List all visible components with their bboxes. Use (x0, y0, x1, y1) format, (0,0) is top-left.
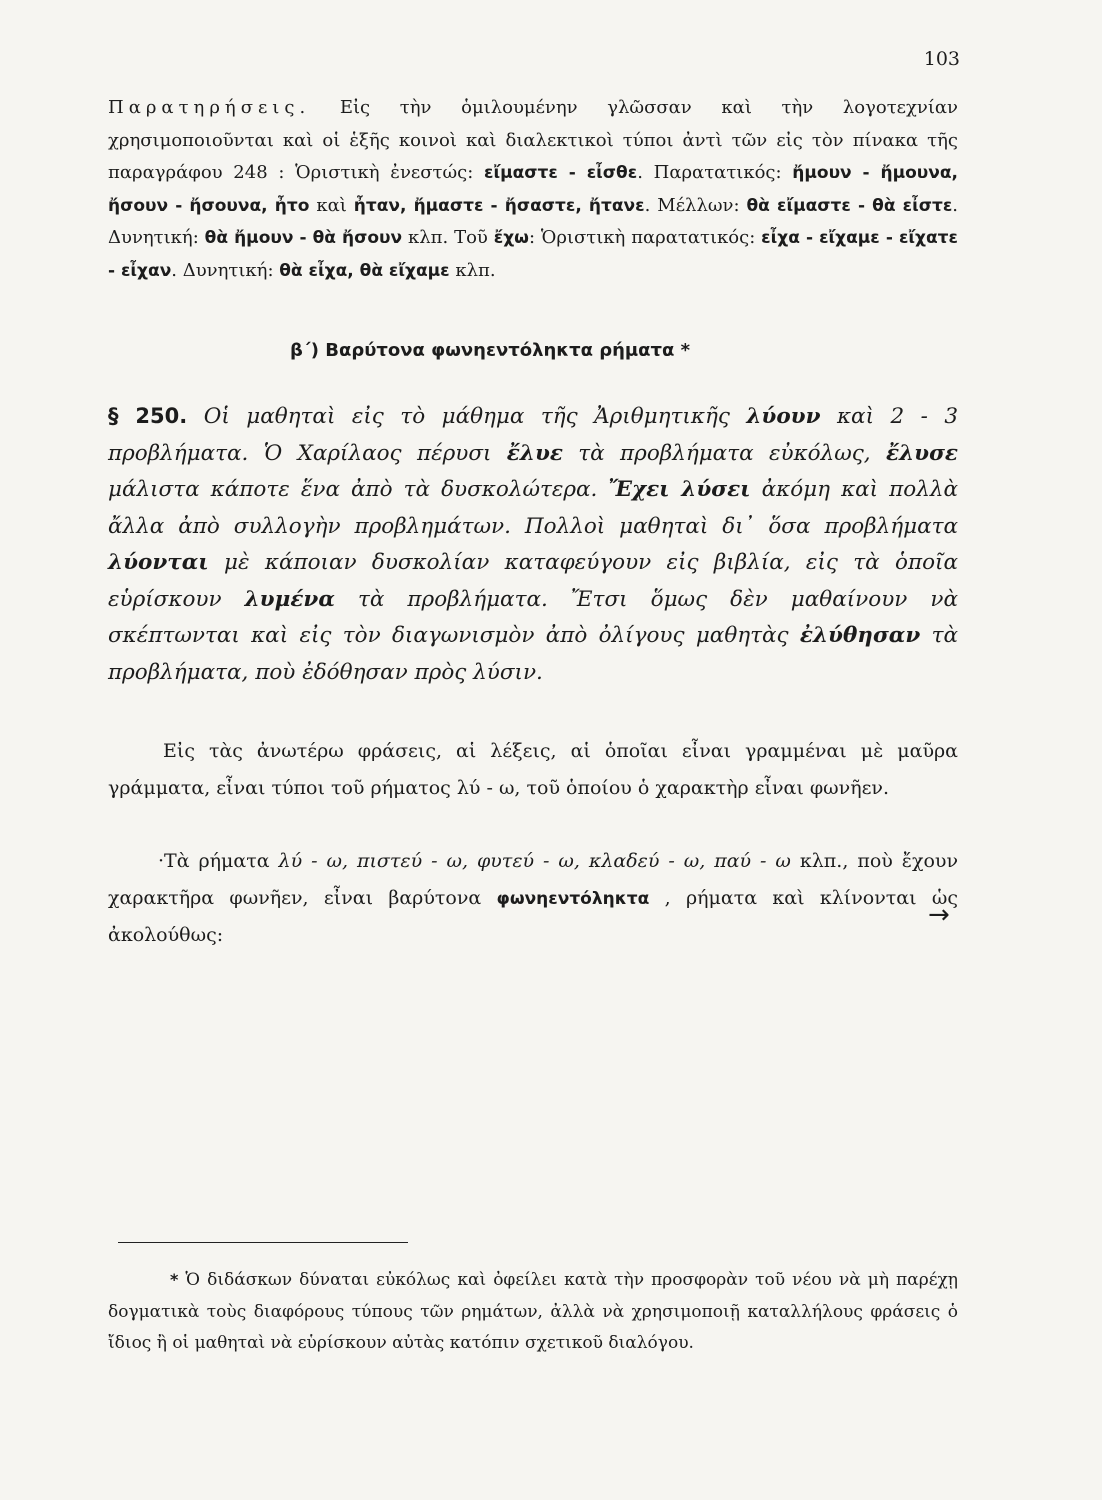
footnote-marker: * (170, 1270, 179, 1289)
continuation-arrow-icon: → (928, 900, 950, 930)
paragraph-250: § 250. Οἱ μαθηταὶ εἰς τὸ μάθημα τῆς Ἀριθμητικῆς λύουν καὶ 2 - 3 προβλήματα. Ὁ Χαρίλαος πέρυσι ἔλυε τὰ προβλήματα εὐκόλως, ἔλυσε μάλιστα κάποτε ἕνα ἀπὸ τὰ δυσκολώτερα. Ἔχει λύσει ἀκόμη καὶ πολλὰ ἄλλα ἀπὸ συλλογὴν προβλημάτων. Πολλοὶ μαθηταὶ δι᾽ ὅσα προβλήματα λύονται μὲ κάποιαν δυσκολίαν καταφεύγουν εἰς βιβλία, εἰς τὰ ὁποῖα εὑρίσκουν λυμένα τὰ προβλήματα. Ἔτσι ὅμως δὲν μαθαίνουν νὰ σκέπτωνται καὶ εἰς τὸν διαγωνισμὸν ἀπὸ ὀλίγους μαθητὰς ἐλύθησαν τὰ προβλήματα, ποὺ ἐδόθησαν πρὸς λύσιν. (108, 404, 958, 685)
observations-label: Παρατηρήσεις. (108, 97, 311, 118)
section-heading: β΄) Βαρύτονα φωνηεντόληκτα ρήματα * (289, 340, 691, 361)
footnote-divider (118, 1242, 408, 1243)
paragraph-number: § 250. (108, 404, 188, 428)
page-number: 103 (923, 48, 960, 70)
verbs-paragraph: ·Τὰ ρήματα λύ - ω, πιστεύ - ω, φυτεύ - ω, κλαδεύ - ω, παύ - ω κλπ., ποὺ ἔχουν χαρακτῆρα φωνῆεν, εἶναι βαρύτονα φωνηεντόληκτα , ρήματα καὶ κλίνονται ὡς ἀκολούθως: (108, 850, 959, 946)
explanation-paragraph: Εἰς τὰς ἀνωτέρω φράσεις, αἱ λέξεις, αἱ ὁποῖαι εἶναι γραμμέναι μὲ μαῦρα γράμματα, εἶναι τύποι τοῦ ρήματος λύ - ω, τοῦ ὁποίου ὁ χαρακτὴρ εἶναι φωνῆεν. (108, 740, 958, 799)
footnote: * Ὁ διδάσκων δύναται εὐκόλως καὶ ὀφείλει κατὰ τὴν προσφορὰν τοῦ νέου νὰ μὴ παρέχῃ δογματικὰ τοὺς διαφόρους τύπους τῶν ρημάτων, ἀλλὰ νὰ χρησιμοποιῇ καταλλήλους φράσεις ὁ ἴδιος ἢ οἱ μαθηταὶ νὰ εὑρίσκουν αὐτὰς κατόπιν σχετικοῦ διαλόγου. (108, 1270, 958, 1353)
observations-paragraph: Παρατηρήσεις. Εἰς τὴν ὁμιλουμένην γλῶσσαν καὶ τὴν λογοτεχνίαν χρησιμοποιοῦνται καὶ οἱ ἑξῆς κοινοὶ καὶ διαλεκτικοὶ τύποι ἀντὶ τῶν εἰς τὸν πίνακα τῆς παραγράφου 248 : Ὁριστικὴ ἐνεστώς: εἴμαστε - εἶσθε. Παρατατικός: ἤμουν - ἤμουνα, ἤσουν - ἤσουνα, ἦτο καὶ ἦταν, ἤμαστε - ἤσαστε, ἤτανε. Μέλλων: θὰ εἴμαστε - θὰ εἶστε. Δυνητική: θὰ ἤμουν - θὰ ἤσουν κλπ. Τοῦ ἔχω: Ὁριστικὴ παρατατικός: εἶχα - εἴχαμε - εἴχατε - εἶχαν. Δυνητική: θὰ εἶχα, θὰ εἴχαμε κλπ. (108, 97, 959, 281)
